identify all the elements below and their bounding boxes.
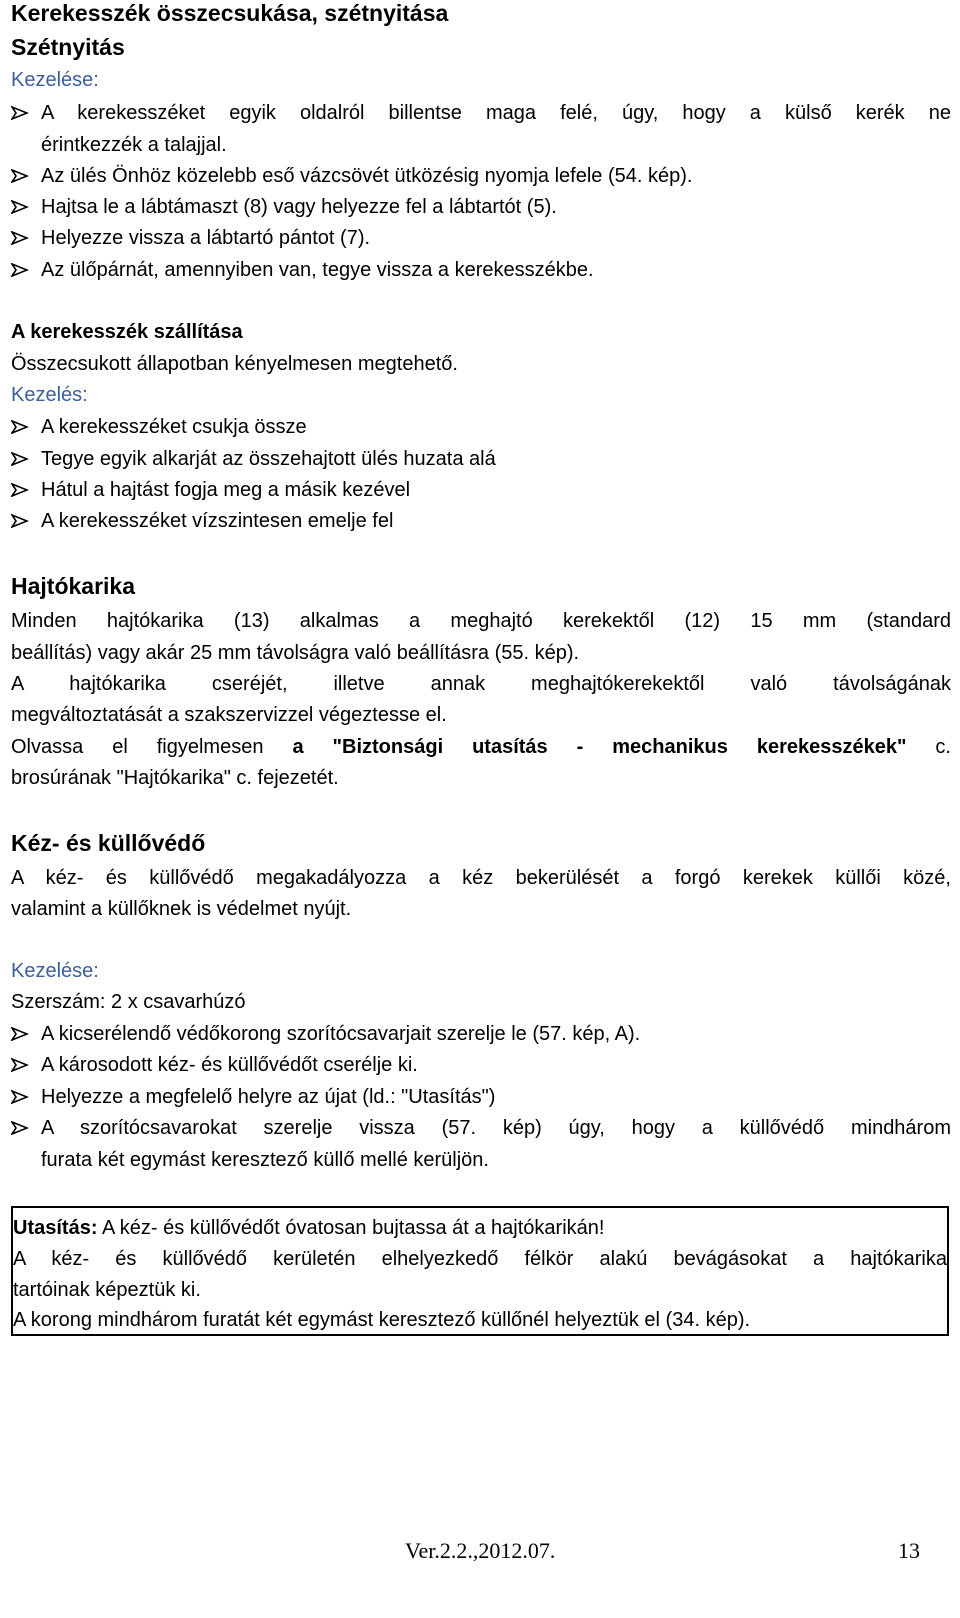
arrowhead-bullet-icon	[11, 505, 39, 528]
note-line1-text: A kéz- és küllővédőt óvatosan bujtassa át a hajtókarikán!	[101, 1217, 605, 1239]
transport-intro: Összecsukott állapotban kényelmesen megtehető.	[11, 353, 458, 375]
guard-p1-line1: A kéz- és küllővédő megakadályozza a kéz bekerülését a forgó kerekek küllői közé,	[11, 867, 951, 889]
arrowhead-bullet-icon	[11, 1081, 39, 1104]
list-item-text: Az ülés Önhöz közelebb eső vázcsövét ütközésig nyomja lefele (54. kép).	[41, 165, 693, 187]
note-box	[11, 1206, 949, 1336]
unfold-heading: Szétnyitás	[11, 34, 125, 60]
list-item-text: Helyezze vissza a lábtartó pántot (7).	[41, 227, 371, 249]
handrim-p1-line2: beállítás) vagy akár 25 mm távolságra való beállításra (55. kép).	[11, 642, 580, 664]
list-item-text: Tegye egyik alkarját az összehajtott ülés huzata alá	[41, 448, 496, 470]
arrowhead-bullet-icon	[11, 222, 39, 245]
handrim-p1-line1: Minden hajtókarika (13) alkalmas a meghajtó kerekektől (12) 15 mm (standard	[11, 610, 951, 632]
handrim-p3-line2: brosúrának "Hajtókarika" c. fejezetét.	[11, 767, 339, 789]
note-line4: A korong mindhárom furatát két egymást keresztező küllőnél helyeztük el (34. kép).	[13, 1309, 751, 1331]
page-title: Kerekesszék összecsukása, szétnyitása	[11, 0, 449, 26]
list-item-text: A kerekesszéket egyik oldalról billentse maga felé, úgy, hogy a külső kerék ne	[41, 102, 951, 124]
handrim-p3-bold: a "Biztonsági utasítás - mechanikus kerekesszékek"	[292, 736, 907, 758]
note-line3: tartóinak képeztük ki.	[13, 1279, 201, 1301]
handrim-heading: Hajtókarika	[11, 573, 136, 599]
note-label: Utasítás:	[13, 1217, 98, 1239]
guard-p1-line2: valamint a küllőknek is védelmet nyújt.	[11, 898, 352, 920]
guard-label: Kezelése:	[11, 960, 99, 982]
page-number: 13	[898, 1538, 920, 1563]
guard-heading: Kéz- és küllővédő	[11, 830, 206, 856]
handrim-p3-line1	[11, 731, 951, 763]
list-item-text: A kerekesszéket csukja össze	[41, 416, 307, 438]
list-item-text: A kerekesszéket vízszintesen emelje fel	[41, 510, 394, 532]
transport-heading: A kerekesszék szállítása	[11, 321, 243, 343]
list-item-text: A károsodott kéz- és küllővédőt cserélje ki.	[41, 1054, 418, 1076]
unfold-label: Kezelése:	[11, 69, 99, 91]
arrowhead-bullet-icon	[11, 1018, 39, 1041]
footer-version: Ver.2.2.,2012.07.	[405, 1538, 556, 1563]
list-item-text: Hátul a hajtást fogja meg a másik kezével	[41, 479, 411, 501]
arrowhead-bullet-icon	[11, 411, 39, 434]
handrim-p2-line1: A hajtókarika cseréjét, illetve annak meghajtókerekektől való távolságának	[11, 673, 951, 695]
arrowhead-bullet-icon	[11, 191, 39, 214]
list-item-text: A szorítócsavarokat szerelje vissza (57. kép) úgy, hogy a küllővédő mindhárom	[41, 1117, 951, 1139]
arrowhead-bullet-icon	[11, 443, 39, 466]
list-item-text-cont: furata két egymást keresztező küllő mellé kerüljön.	[41, 1149, 489, 1171]
arrowhead-bullet-icon	[11, 97, 39, 120]
note-line1	[13, 1212, 947, 1244]
arrowhead-bullet-icon	[11, 474, 39, 497]
list-item-text: Hajtsa le a lábtámaszt (8) vagy helyezze fel a lábtartót (5).	[41, 196, 557, 218]
handrim-p2-line2: megváltoztatását a szakszervizzel végeztesse el.	[11, 704, 447, 726]
arrowhead-bullet-icon	[11, 254, 39, 277]
note-line2: A kéz- és küllővédő kerületén elhelyezkedő félkör alakú bevágásokat a hajtókarika	[13, 1248, 947, 1270]
list-item-text: A kicserélendő védőkorong szorítócsavarjait szerelje le (57. kép, A).	[41, 1023, 641, 1045]
arrowhead-bullet-icon	[11, 1112, 39, 1135]
list-item-text: Helyezze a megfelelő helyre az újat (ld.: "Utasítás")	[41, 1086, 496, 1108]
guard-tool: Szerszám: 2 x csavarhúzó	[11, 991, 246, 1013]
arrowhead-bullet-icon	[11, 1049, 39, 1072]
list-item-text-cont: érintkezzék a talajjal.	[41, 134, 227, 156]
arrowhead-bullet-icon	[11, 160, 39, 183]
handrim-p3-post: c.	[935, 736, 951, 758]
transport-label: Kezelés:	[11, 384, 88, 406]
handrim-p3-pre: Olvassa el figyelmesen	[11, 736, 264, 758]
list-item-text: Az ülőpárnát, amennyiben van, tegye vissza a kerekesszékbe.	[41, 259, 594, 281]
